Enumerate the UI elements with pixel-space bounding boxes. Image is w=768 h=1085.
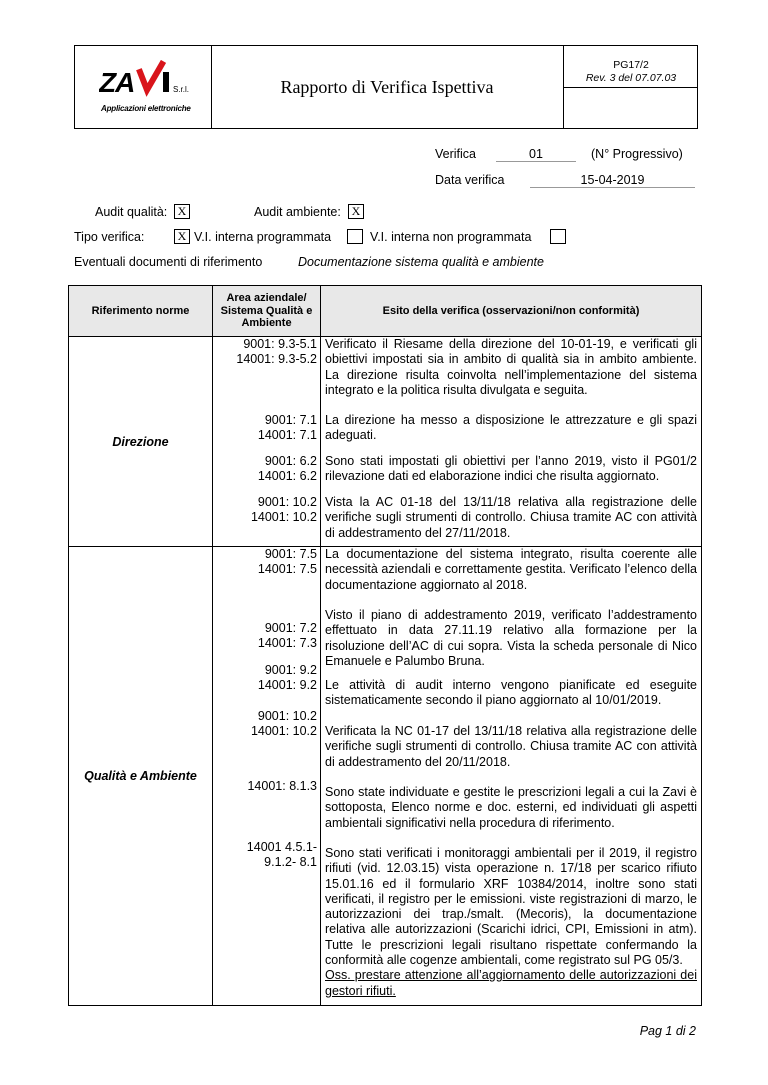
data-verifica-value: 15-04-2019 <box>530 173 695 188</box>
data-verifica-label: Data verifica <box>435 173 505 187</box>
logo-cell <box>75 46 212 128</box>
audit-ambiente-label: Audit ambiente: <box>254 205 341 219</box>
interna-non-programmata-checkbox[interactable] <box>347 229 363 244</box>
audit-qualita-checkbox[interactable]: X <box>174 204 190 219</box>
ref: 14001: 7.1 <box>257 428 317 443</box>
esito-paragraph: La documentazione del sistema integrato, risulta coerente alle necessità aziendali e correttamente gestita. Verificato l’elenco della documentazione aggiornato al 2018. <box>325 547 697 592</box>
ref: 9001: 7.5 <box>264 547 317 561</box>
esito-paragraph: Vista la AC 01-18 del 13/11/18 relativa alla registrazione delle verifiche sugli strumenti di controllo. Chiusa tramite AC con attività di addestramento del 27/11/2018. <box>325 495 697 540</box>
esito-paragraph: Sono stati verificati i monitoraggi ambientali per il 2019, il registro rifiuti (vid. 12.03.15) vista operazione n. 17/18 per scarico rifiuto 15.01.16 ed il formulario XRF 10384/2014, inoltre sono stati verificati, il registro per le emissioni. viste registrazioni di marzo, le autorizzazioni dei trap./smalt. (Mecoris), la documentazione relativa alle autorizzazioni (Scarichi idrici, CPI, Emissioni in atm). Tutte le prescrizioni legali risultano rispettate confermando la conformità alle cogenze ambientali, come registrato sul PG 05/3. <box>325 846 697 968</box>
ref: 14001 4.5.1- <box>246 840 317 854</box>
esito-paragraph: La direzione ha messo a disposizione le attrezzature e gli spazi adeguati. <box>325 413 697 443</box>
ref: 9001: 9.3-5.1 <box>243 337 317 351</box>
documenti-riferimento-value: Documentazione sistema qualità e ambiente <box>298 255 544 269</box>
zavi-logo <box>99 60 199 106</box>
interna-non-programmata-label: V.I. interna non programmata <box>370 230 532 244</box>
esito-observation-note: Oss. prestare attenzione all’aggiornamento delle autorizzazioni dei gestori rifiuti. <box>325 968 697 998</box>
esito-paragraph: Le attività di audit interno vengono pianificate ed eseguite sistematicamente secondo il piano aggiornato al 10/01/2019. <box>325 678 697 708</box>
interna-programmata-label: V.I. interna programmata <box>194 230 332 244</box>
audit-qualita-label: Audit qualità: <box>95 205 168 219</box>
documenti-riferimento-label: Eventuali documenti di riferimento <box>74 255 263 269</box>
ref: 9.1.2- 8.1 <box>264 855 317 870</box>
esito-paragraph: Verificato il Riesame della direzione del 10-01-19, e verificati gli obiettivi impostati sia in ambito di qualità sia in ambito ambiente. La direzione risulta coinvolta nell’implementazione del sistema integrato e la politica risulta divulgata e seguita. <box>325 337 697 397</box>
refs-qualita-ambiente <box>213 547 321 1006</box>
audit-ambiente-checkbox[interactable]: X <box>348 204 364 219</box>
section-direzione: Direzione <box>69 337 213 547</box>
tipo-verifica-label: Tipo verifica: <box>74 230 145 244</box>
table-row-direzione <box>69 337 702 547</box>
table-row-qualita-ambiente <box>69 547 702 1006</box>
ref: 9001: 9.2 <box>264 663 317 677</box>
ref: 9001: 7.2 <box>264 621 317 635</box>
logo-subtitle: Applicazioni elettroniche <box>101 104 191 113</box>
ref: 14001: 9.3-5.2 <box>236 352 317 367</box>
section-qualita-ambiente: Qualità e Ambiente <box>69 547 213 1006</box>
esito-paragraph: Verificata la NC 01-17 del 13/11/18 relativa alla registrazione delle verifiche sugli strumenti di controllo. Chiusa tramite AC con attività di addestramento del 20/11/2018. <box>325 724 697 769</box>
ref: 14001: 8.1.3 <box>247 779 317 793</box>
ref: 14001: 10.2 <box>250 510 317 525</box>
revision-label: Rev. 3 del 07.07.03 <box>585 72 677 84</box>
header-riferimento-norme: Riferimento norme <box>69 286 213 337</box>
ref: 9001: 6.2 <box>264 454 317 468</box>
document-header <box>74 45 698 129</box>
verifica-label: Verifica <box>435 147 476 161</box>
svg-text:ZA: ZA <box>99 67 135 98</box>
ref: 9001: 10.2 <box>257 709 317 723</box>
esito-paragraph: Visto il piano di addestramento 2019, verificato l’addestramento effettuato in data 27.11.19 relativo alla formazione per la risoluzione dell’AC di cui sopra. Vista la scheda personale di Nico Emanuele e Palumbo Bruna. <box>325 608 697 668</box>
interna-programmata-checkbox[interactable]: X <box>174 229 190 244</box>
ref: 14001: 6.2 <box>257 469 317 484</box>
ref: 14001: 9.2 <box>257 678 317 693</box>
esito-paragraph: Sono stati impostati gli obiettivi per l’anno 2019, visto il PG01/2 rilevazione dati ed elaborazione indici che risulta aggiornato. <box>325 454 697 484</box>
table-header-row <box>69 286 702 337</box>
document-title: Rapporto di Verifica Ispettiva <box>211 46 564 128</box>
ref: 9001: 7.1 <box>264 413 317 427</box>
document-code: PG17/2 <box>613 59 649 71</box>
ref: 14001: 7.5 <box>257 562 317 577</box>
ref: 9001: 10.2 <box>257 495 317 509</box>
extra-checkbox[interactable] <box>550 229 566 244</box>
verification-table <box>68 285 702 1006</box>
svg-text:S.r.l.: S.r.l. <box>173 85 190 94</box>
esito-qualita-ambiente <box>321 547 702 1006</box>
page-number: Pag 1 di 2 <box>639 1024 696 1038</box>
refs-direzione <box>213 337 321 547</box>
ref: 14001: 10.2 <box>250 724 317 739</box>
header-area-aziendale: Area aziendale/ Sistema Qualità e Ambiente <box>213 286 321 337</box>
progressivo-label: (N° Progressivo) <box>591 147 683 161</box>
esito-paragraph: Sono state individuate e gestite le prescrizioni legali a cui la Zavi è sottoposta, Elenco norme e doc. esterni, ed individuati gli aspetti ambientali significativi nella procedura di riferimento. <box>325 785 697 830</box>
header-esito-verifica: Esito della verifica (osservazioni/non conformità) <box>321 286 702 337</box>
verifica-number: 01 <box>496 147 576 162</box>
document-code-cell <box>564 46 698 128</box>
ref: 14001: 7.3 <box>257 636 317 651</box>
esito-direzione <box>321 337 702 547</box>
